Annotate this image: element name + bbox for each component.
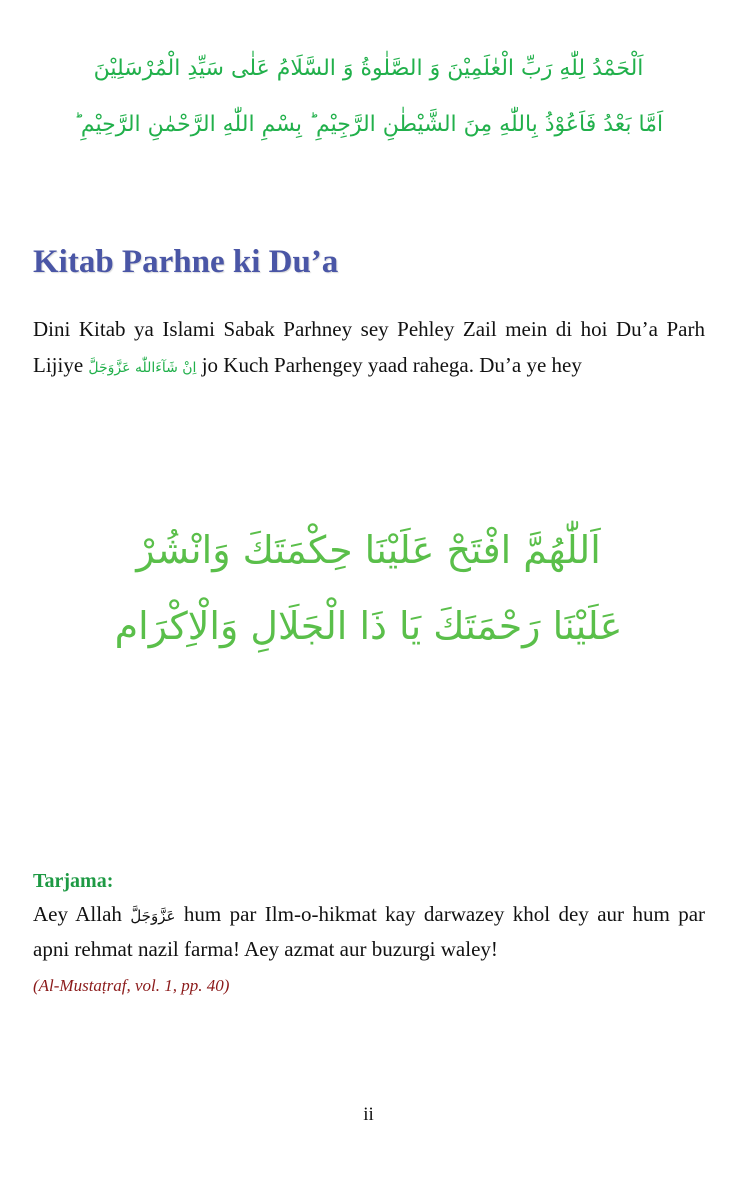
- header-arabic-line-2: اَمَّا بَعْدُ فَاَعُوْذُ بِاللّٰهِ مِنَ الشَّيْطٰنِ الرَّجِيْمِ ؕ بِسْمِ اللّٰهِ الرَّحْمٰنِ الرَّحِيْمِ ؕ: [73, 112, 664, 137]
- intro-paragraph: [33, 311, 705, 386]
- translation-paragraph: [33, 898, 705, 966]
- intro-text-before: Dini Kitab ya Islami Sabak Parhney sey Pehley Zail mein di hoi Du’a Parh Lijiye: [33, 317, 705, 377]
- dua-arabic-line-2: عَلَيْنَا رَحْمَتَكَ يَا ذَا الْجَلَالِ وَالْاِكْرَام: [114, 604, 623, 648]
- header-arabic-line-1: اَلْحَمْدُ لِلّٰهِ رَبِّ الْعٰلَمِيْنَ وَ الصَّلٰوةُ وَ السَّلَامُ عَلٰى سَيِّدِ الْمُرْسَلِيْنَ: [93, 56, 644, 81]
- translation-heading: Tarjama:: [33, 870, 114, 892]
- page-title: Kitab Parhne ki Du’a: [33, 244, 339, 280]
- dua-arabic-line-1: اَللّٰهُمَّ افْتَحْ عَلَيْنَا حِكْمَتَكَ وَانْشُرْ: [136, 528, 601, 572]
- intro-inline-arabic: اِنْ شَآءَاللّٰه عَزَّوَجَلَّ: [88, 360, 197, 376]
- reference-citation: (Al-Mustaṭraf, vol. 1, pp. 40): [33, 976, 230, 995]
- intro-text-after: jo Kuch Parhengey yaad rahega. Du’a ye hey: [201, 353, 582, 377]
- translation-text-after: hum par Ilm-o-hikmat kay darwazey khol dey aur hum par apni rehmat nazil farma! Aey azmat aur buzurgi waley!: [33, 902, 706, 961]
- translation-text-before: Aey Allah: [33, 902, 122, 926]
- page-number: ii: [363, 1104, 374, 1125]
- translation-inline-arabic: عَزَّوَجَلَّ: [130, 907, 176, 925]
